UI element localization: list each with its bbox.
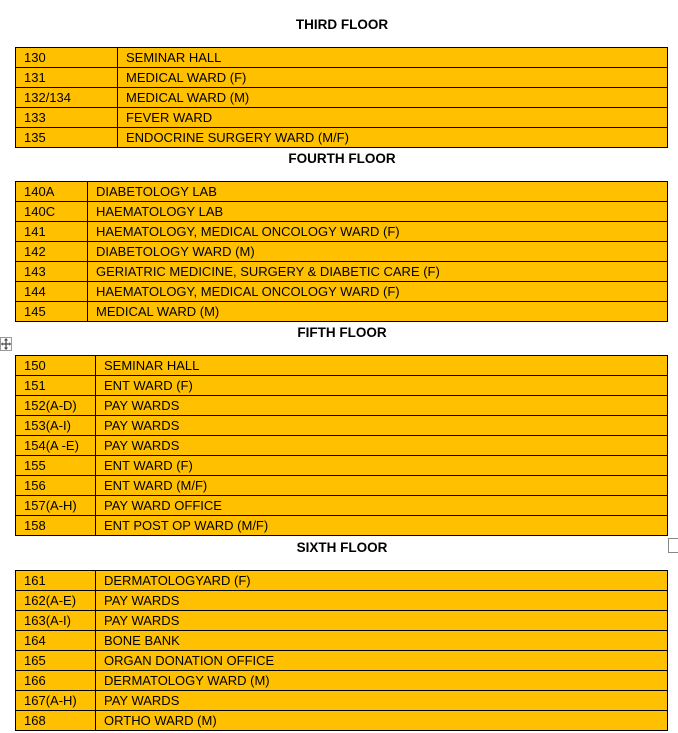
room-name: ENT POST OP WARD (M/F) — [96, 516, 668, 536]
room-name: DIABETOLOGY LAB — [88, 182, 668, 202]
table-row — [16, 128, 668, 148]
table-row — [16, 376, 668, 396]
room-name: ORGAN DONATION OFFICE — [96, 651, 668, 671]
room-number: 130 — [16, 48, 118, 68]
fourth-floor-heading: FOURTH FLOOR — [288, 151, 396, 166]
table-row — [16, 302, 668, 322]
room-number: 140A — [16, 182, 88, 202]
room-name: PAY WARDS — [96, 691, 668, 711]
room-name: ENDOCRINE SURGERY WARD (M/F) — [118, 128, 668, 148]
room-number: 150 — [16, 356, 96, 376]
table-row — [16, 396, 668, 416]
table-row — [16, 242, 668, 262]
room-name: SEMINAR HALL — [96, 356, 668, 376]
room-number: 152(A-D) — [16, 396, 96, 416]
room-number: 131 — [16, 68, 118, 88]
room-name: PAY WARDS — [96, 611, 668, 631]
fifth-floor-heading: FIFTH FLOOR — [297, 325, 387, 340]
room-name: PAY WARD OFFICE — [96, 496, 668, 516]
room-name: SEMINAR HALL — [118, 48, 668, 68]
room-name: PAY WARDS — [96, 416, 668, 436]
room-number: 135 — [16, 128, 118, 148]
room-name: GERIATRIC MEDICINE, SURGERY & DIABETIC CARE (F) — [88, 262, 668, 282]
table-row — [16, 691, 668, 711]
room-number: 157(A-H) — [16, 496, 96, 516]
room-name: FEVER WARD — [118, 108, 668, 128]
table-row — [16, 48, 668, 68]
room-number: 142 — [16, 242, 88, 262]
table-row — [16, 202, 668, 222]
room-number: 163(A-I) — [16, 611, 96, 631]
table-row — [16, 591, 668, 611]
table-row — [16, 262, 668, 282]
room-number: 155 — [16, 456, 96, 476]
table-row — [16, 516, 668, 536]
fifth-floor-table — [15, 355, 668, 536]
room-name: DERMATOLOGY WARD (M) — [96, 671, 668, 691]
room-number: 158 — [16, 516, 96, 536]
table-row — [16, 282, 668, 302]
room-name: ENT WARD (F) — [96, 456, 668, 476]
room-number: 144 — [16, 282, 88, 302]
room-number: 141 — [16, 222, 88, 242]
room-number: 145 — [16, 302, 88, 322]
table-row — [16, 671, 668, 691]
room-name: ENT WARD (F) — [96, 376, 668, 396]
table-row — [16, 651, 668, 671]
room-name: HAEMATOLOGY, MEDICAL ONCOLOGY WARD (F) — [88, 282, 668, 302]
room-number: 156 — [16, 476, 96, 496]
room-name: ORTHO WARD (M) — [96, 711, 668, 731]
room-name: BONE BANK — [96, 631, 668, 651]
room-number: 166 — [16, 671, 96, 691]
room-number: 161 — [16, 571, 96, 591]
table-row — [16, 356, 668, 376]
room-name: HAEMATOLOGY LAB — [88, 202, 668, 222]
table-row — [16, 571, 668, 591]
room-number: 168 — [16, 711, 96, 731]
room-name: PAY WARDS — [96, 591, 668, 611]
sixth-floor-table — [15, 570, 668, 731]
table-row — [16, 496, 668, 516]
table-row — [16, 611, 668, 631]
third-floor-table — [15, 47, 668, 148]
room-number: 140C — [16, 202, 88, 222]
third-floor-heading: THIRD FLOOR — [295, 17, 389, 32]
room-number: 133 — [16, 108, 118, 128]
room-number: 143 — [16, 262, 88, 282]
table-row — [16, 476, 668, 496]
table-row — [16, 711, 668, 731]
room-number: 167(A-H) — [16, 691, 96, 711]
room-number: 151 — [16, 376, 96, 396]
room-name: HAEMATOLOGY, MEDICAL ONCOLOGY WARD (F) — [88, 222, 668, 242]
room-number: 154(A -E) — [16, 436, 96, 456]
room-number: 153(A-I) — [16, 416, 96, 436]
table-row — [16, 182, 668, 202]
room-number: 162(A-E) — [16, 591, 96, 611]
table-row — [16, 456, 668, 476]
room-number: 165 — [16, 651, 96, 671]
table-row — [16, 108, 668, 128]
room-name: PAY WARDS — [96, 396, 668, 416]
room-name: ENT WARD (M/F) — [96, 476, 668, 496]
room-name: MEDICAL WARD (M) — [118, 88, 668, 108]
room-name: DIABETOLOGY WARD (M) — [88, 242, 668, 262]
table-row — [16, 222, 668, 242]
fourth-floor-table — [15, 181, 668, 322]
table-row — [16, 88, 668, 108]
table-row — [16, 436, 668, 456]
table-row — [16, 416, 668, 436]
table-row — [16, 68, 668, 88]
room-name: PAY WARDS — [96, 436, 668, 456]
room-number: 132/134 — [16, 88, 118, 108]
room-name: DERMATOLOGYARD (F) — [96, 571, 668, 591]
room-name: MEDICAL WARD (F) — [118, 68, 668, 88]
room-name: MEDICAL WARD (M) — [88, 302, 668, 322]
sixth-floor-heading: SIXTH FLOOR — [296, 540, 388, 555]
table-row — [16, 631, 668, 651]
room-number: 164 — [16, 631, 96, 651]
